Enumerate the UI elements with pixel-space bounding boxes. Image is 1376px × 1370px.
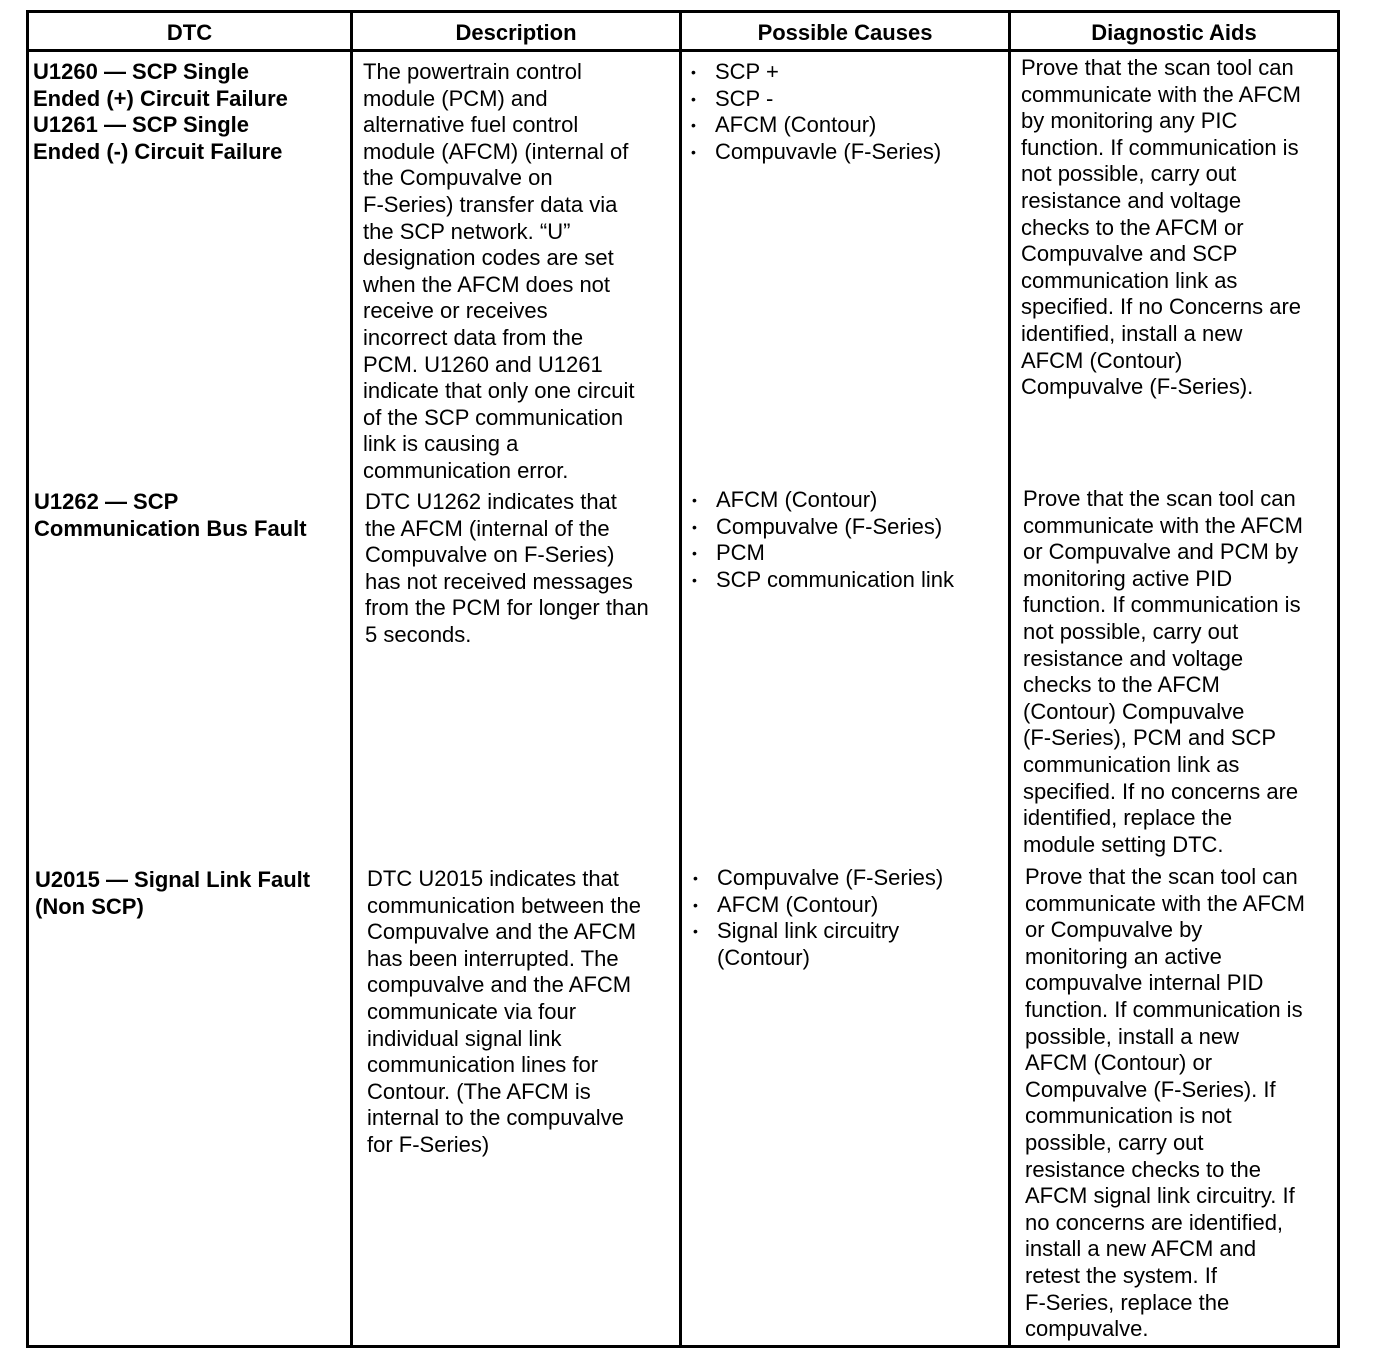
cause-item: • Compuvalve (F-Series) [691,865,1007,892]
column-divider [350,13,353,1345]
cause-item: • SCP + [689,59,1005,86]
header-possible-causes: Possible Causes [757,20,933,45]
cause-item: • Compuvalve (F-Series) [690,514,1006,541]
cause-item: • AFCM (Contour) [690,487,1006,514]
dtc-line: (Non SCP) [35,893,144,919]
table-row-1-dtc [33,59,347,165]
dtc-line: U2015 — Signal Link Fault [35,867,311,892]
cause-item: (Contour) [717,944,810,970]
table-row-3-diagnostic-aids: Prove that the scan tool can communicate with the AFCM or Compuvalve by monitoring an active compuvalve internal PID function. If communication is possible, install a new AFCM (Contour) or Compuvalve (F-Series). If communication is not possible, carry out resistance checks to the AFCM signal link circuitry. If no concerns are identified, install a new AFCM and retest the system. If F-Series, replace the compuvalve. [1025,864,1305,1342]
table-row-1-causes [689,59,1005,165]
header-description: Description [455,20,577,45]
table-row-3-causes [691,865,1007,971]
table-row-1-description: The powertrain control module (PCM) and alternative fuel control module (AFCM) (internal of the Compuvalve on F-Series) transfer data via the SCP network. “U” designation codes are set when the AFCM does not receive or receives incorrect data from the PCM. U1260 and U1261 indicate that only one circuit of the SCP communication link is causing a communication error. [363,59,635,483]
causes-list [690,487,1006,593]
cause-item: • AFCM (Contour) [691,892,1007,919]
causes-list [691,865,1007,971]
cause-item: • Compuvavle (F-Series) [689,139,1005,166]
dtc-line: Communication Bus Fault [34,515,307,541]
dtc-line: Ended (+) Circuit Failure [33,85,288,111]
table-row-2-diagnostic-aids: Prove that the scan tool can communicate with the AFCM or Compuvalve and PCM by monitoring active PID function. If communication is not possible, carry out resistance and voltage checks to the AFCM (Contour) Compuvalve (F-Series), PCM and SCP communication link as specified. If no concerns are identified, replace the module setting DTC. [1023,486,1303,857]
table-row-2-dtc [34,489,348,542]
cause-item: • SCP communication link [690,567,1006,594]
header-dtc: DTC [166,20,213,45]
table-row-2-causes [690,487,1006,593]
table-row-2-description: DTC U1262 indicates that the AFCM (internal of the Compuvalve on F-Series) has not received messages from the PCM for longer than 5 seconds. [365,489,649,647]
column-divider [1008,13,1011,1345]
dtc-line: U1262 — SCP [34,489,179,514]
cause-item: • Signal link circuitry [691,918,1007,945]
dtc-line: U1260 — SCP Single [33,59,250,84]
cause-item: • SCP - [689,86,1005,113]
column-divider [679,13,682,1345]
header-divider [29,49,1337,52]
cause-item: • AFCM (Contour) [689,112,1005,139]
cause-item: • PCM [690,540,1006,567]
table-row-3-description: DTC U2015 indicates that communication between the Compuvalve and the AFCM has been interrupted. The compuvalve and the AFCM communicate via four individual signal link communication lines for Contour. (The AFCM is internal to the compuvalve for F-Series) [367,866,641,1157]
header-diagnostic-aids: Diagnostic Aids [1091,20,1257,45]
table-row-3-dtc [35,867,349,920]
dtc-line: U1261 — SCP Single [33,112,250,138]
causes-list [689,59,1005,165]
table-row-1-diagnostic-aids: Prove that the scan tool can communicate with the AFCM by monitoring any PIC function. If communication is not possible, carry out resistance and voltage checks to the AFCM or Compuvalve and SCP communication link as specified. If no Concerns are identified, install a new AFCM (Contour) Compuvalve (F-Series). [1021,55,1302,400]
dtc-line: Ended (-) Circuit Failure [33,138,283,164]
dtc-table [26,10,1340,1348]
